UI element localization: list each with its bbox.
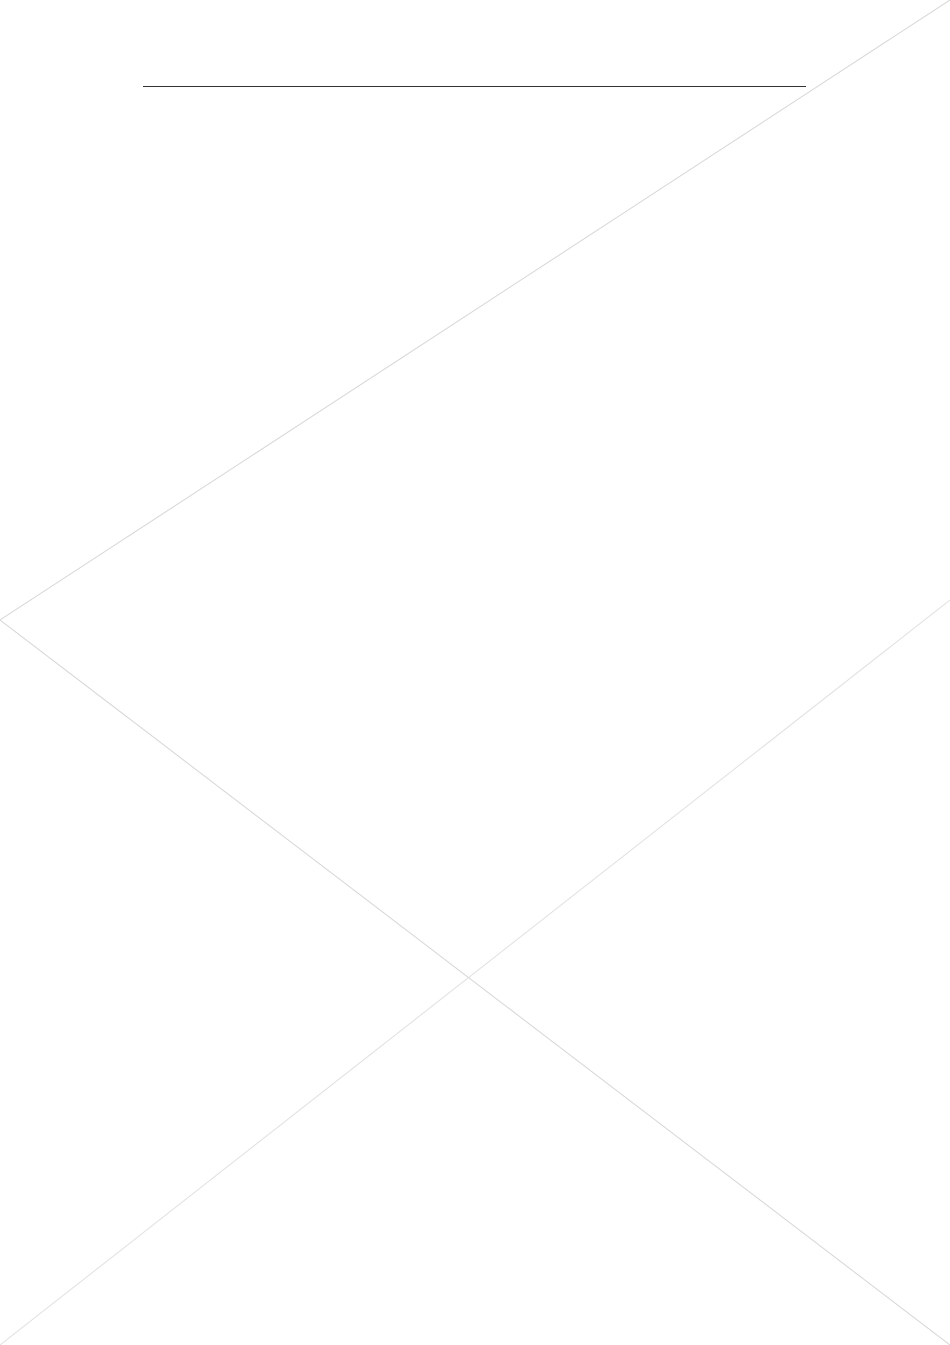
page-header	[143, 64, 806, 87]
